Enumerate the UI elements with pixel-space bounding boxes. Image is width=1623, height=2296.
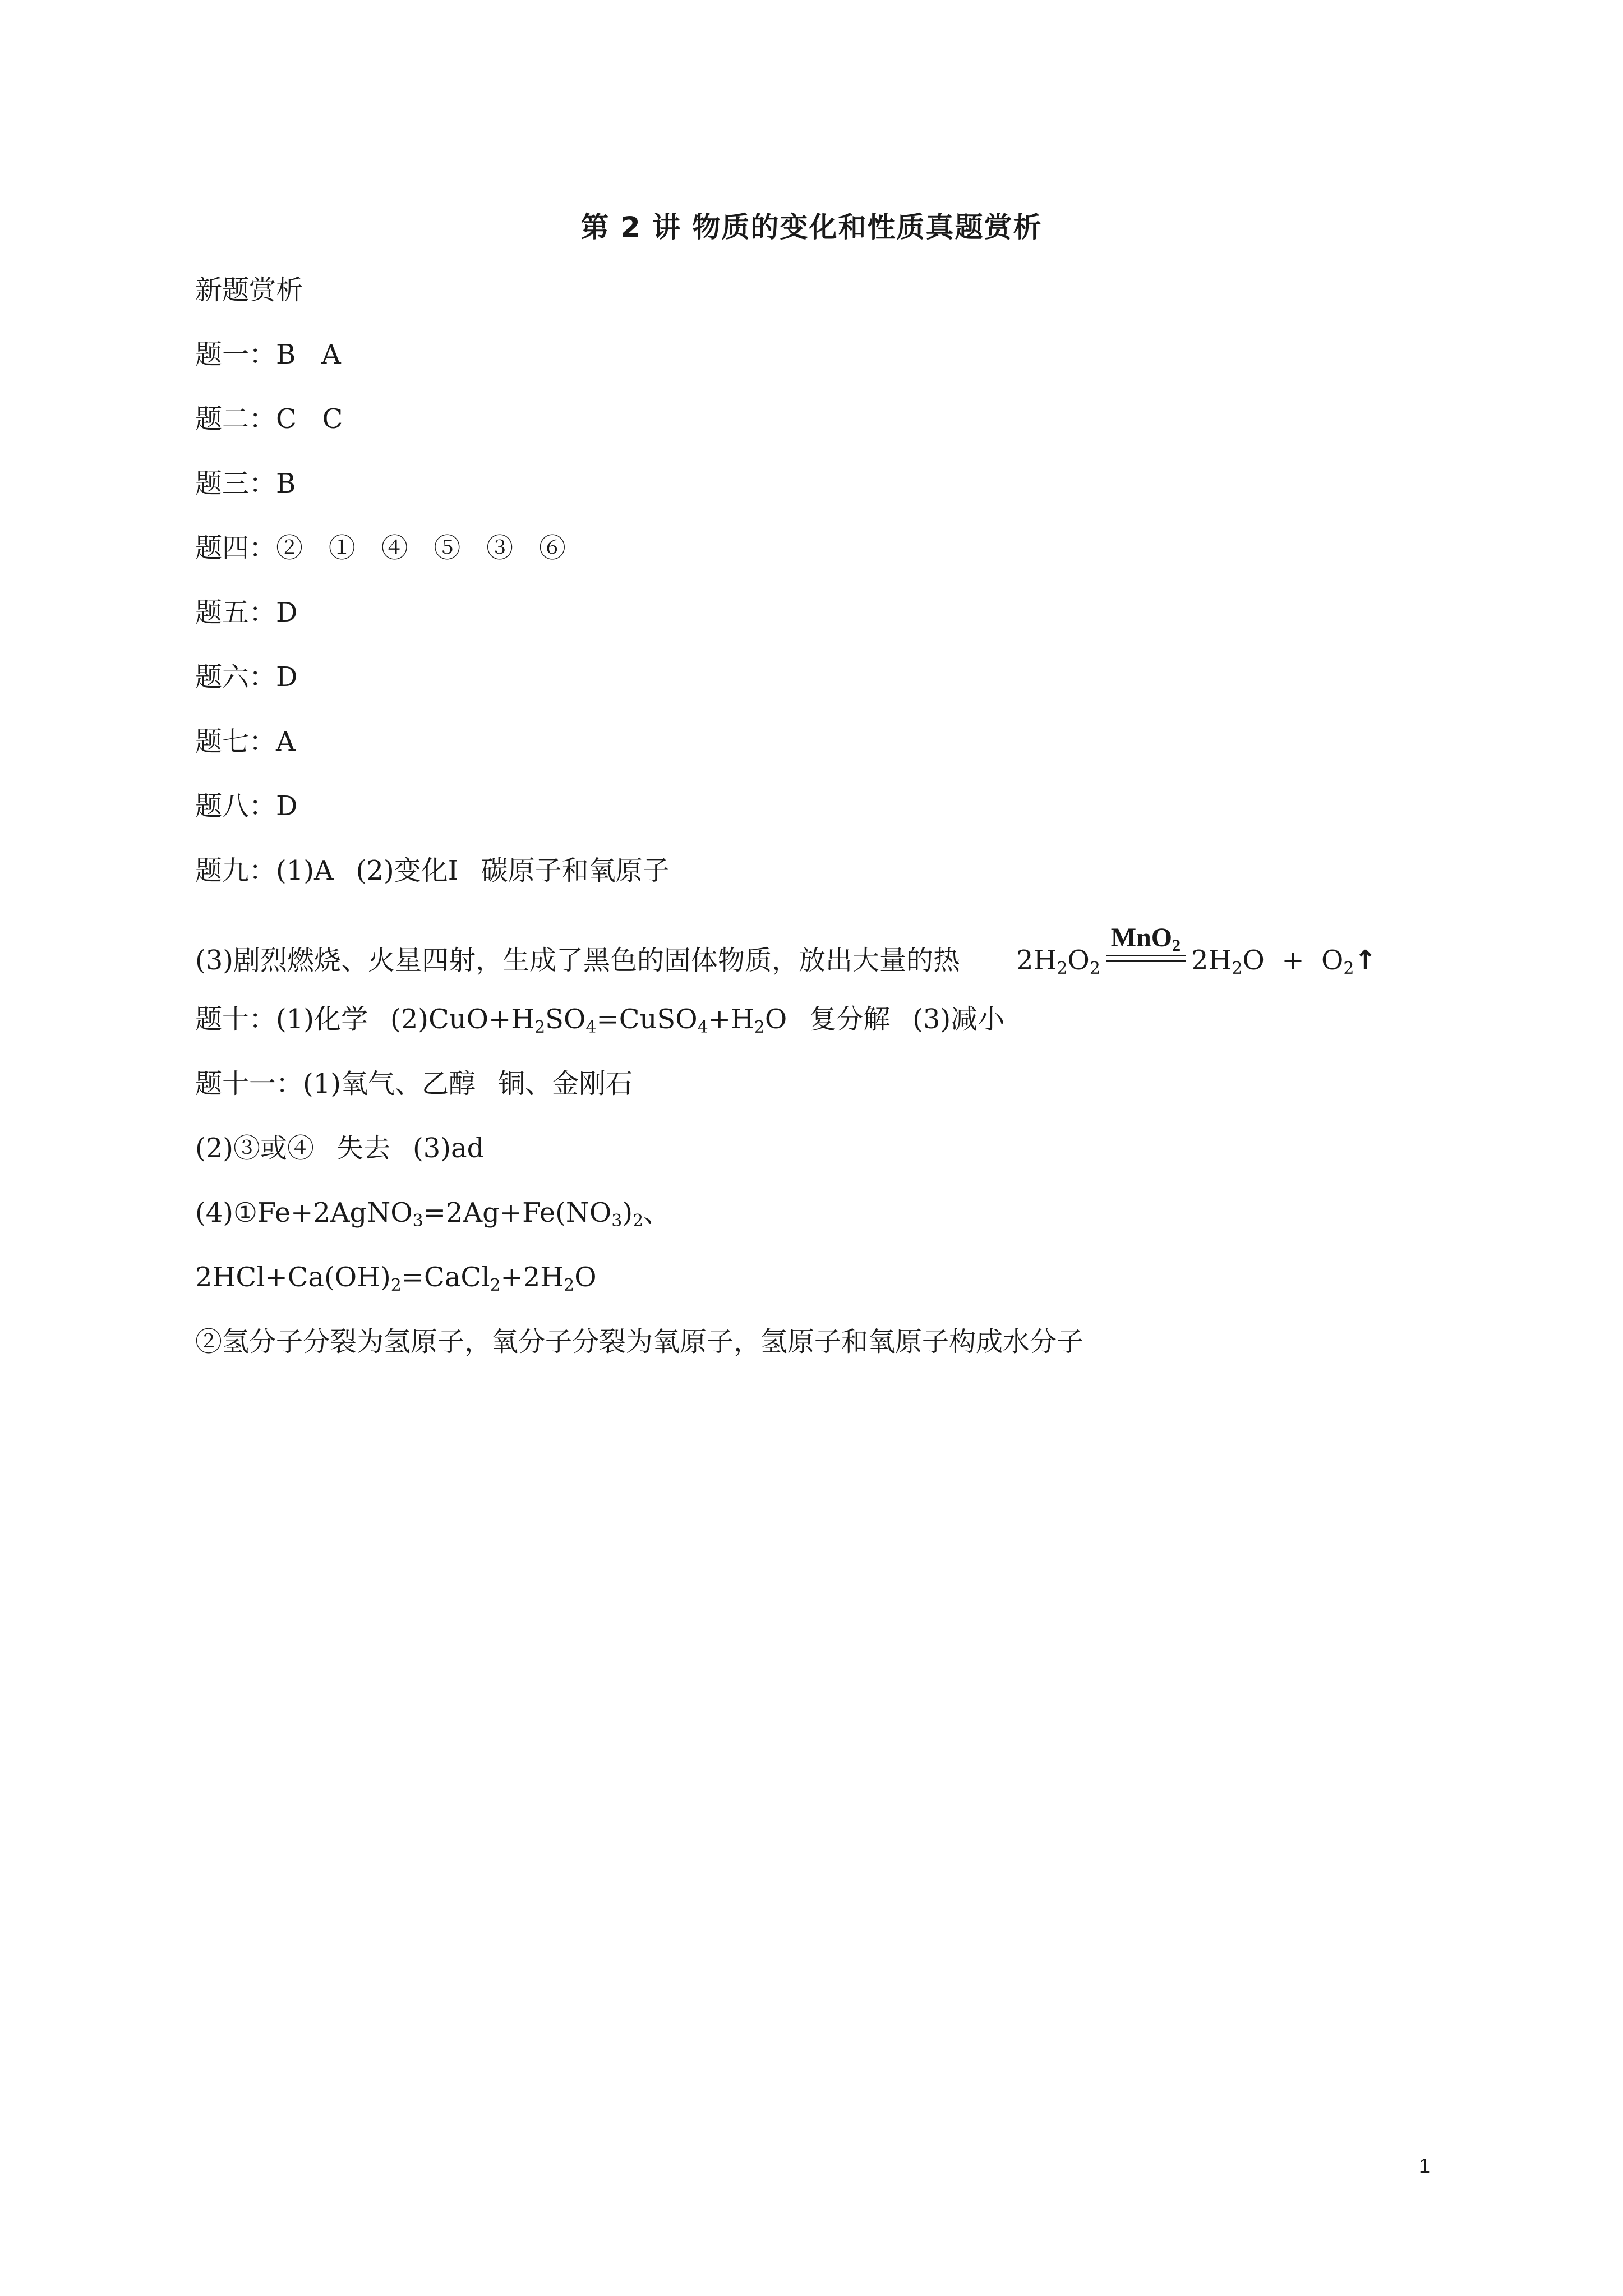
answer-q11-line5: [195, 1325, 1083, 1359]
q8-answers: D: [276, 790, 298, 822]
q11-line2b: 失去: [336, 1133, 391, 1164]
q2-label: 题二：: [195, 403, 276, 435]
q6-answers: D: [276, 661, 298, 693]
q9-part2: (2)变化Ⅰ: [356, 855, 459, 886]
section-heading-text: 新题赏析: [195, 274, 303, 306]
q1-answers: B A: [276, 339, 341, 370]
q9-label: 题九：: [195, 855, 276, 886]
q1-label: 题一：: [195, 339, 276, 370]
catalyst-condition: MnO$_2$: [1104, 944, 1188, 977]
q5-label: 题五：: [195, 597, 276, 628]
answer-q6: [195, 660, 298, 694]
q3-label: 题三：: [195, 468, 276, 499]
answer-q11-line2: [195, 1131, 484, 1165]
q10-equation: $(2)CuO+H_2SO_4=CuSO_4+H_2O$: [390, 1004, 787, 1037]
q11-line1a: (1)氧气、乙醇: [303, 1068, 476, 1099]
q11-line5: ②氢分子分裂为氢原子，氧分子分裂为氧原子，氢原子和氧原子构成水分子: [195, 1326, 1084, 1358]
q3-answers: B: [276, 468, 296, 499]
q7-label: 题七：: [195, 726, 276, 757]
q9-part1: (1)A: [276, 855, 334, 886]
q7-answers: A: [276, 726, 296, 757]
q4-answers: ② ① ④ ⑤ ③ ⑥: [276, 532, 566, 564]
q10-part1: (1)化学: [276, 1004, 368, 1035]
q10-part2b: 复分解: [809, 1004, 891, 1035]
answer-q5: [195, 596, 298, 629]
q11-line2a: (2)③或④: [195, 1133, 314, 1164]
q10-part3: (3)减小: [912, 1004, 1005, 1035]
page-title: 第 2 讲 物质的变化和性质真题赏析: [580, 211, 1043, 243]
q9-part3: (3)剧烈燃烧、火星四射，生成了黑色的固体物质，放出大量的热: [195, 945, 960, 976]
answer-q9: [195, 854, 670, 887]
section-heading: [195, 273, 303, 307]
q9-part2b: 碳原子和氧原子: [481, 855, 670, 886]
answer-q7: [195, 725, 296, 758]
answer-q11: [195, 1067, 633, 1101]
page-number: 1: [1419, 2154, 1431, 2177]
answer-q4: [195, 531, 566, 565]
answer-q11-line3: $(4)①Fe+2AgNO_3=2Ag+Fe(NO_3)_2$、: [195, 1197, 671, 1231]
q4-label: 题四：: [195, 532, 276, 564]
answer-q9-part3: [195, 923, 1377, 978]
answer-q2: [195, 402, 343, 436]
q9-equation: $2H_2O_2$ MnO$_2$ $2H_2O$ + $O_2↑$: [1016, 923, 1377, 978]
answer-q3: [195, 467, 296, 500]
q10-label: 题十：: [195, 1004, 276, 1035]
gas-arrow-icon: ↑: [1354, 945, 1377, 976]
q11-line2c: (3)ad: [413, 1133, 485, 1164]
answer-q11-line4: $2HCl+Ca(OH)_2=CaCl_2+2H_2O$: [195, 1262, 597, 1295]
q2-answers: C C: [276, 403, 343, 435]
q8-label: 题八：: [195, 790, 276, 822]
answer-q8: [195, 789, 298, 823]
answer-q10: [195, 1002, 1004, 1036]
q5-answers: D: [276, 597, 298, 628]
answer-q1: [195, 338, 341, 371]
q11-label: 题十一：: [195, 1068, 303, 1099]
q6-label: 题六：: [195, 661, 276, 693]
q11-line1b: 铜、金刚石: [498, 1068, 633, 1099]
